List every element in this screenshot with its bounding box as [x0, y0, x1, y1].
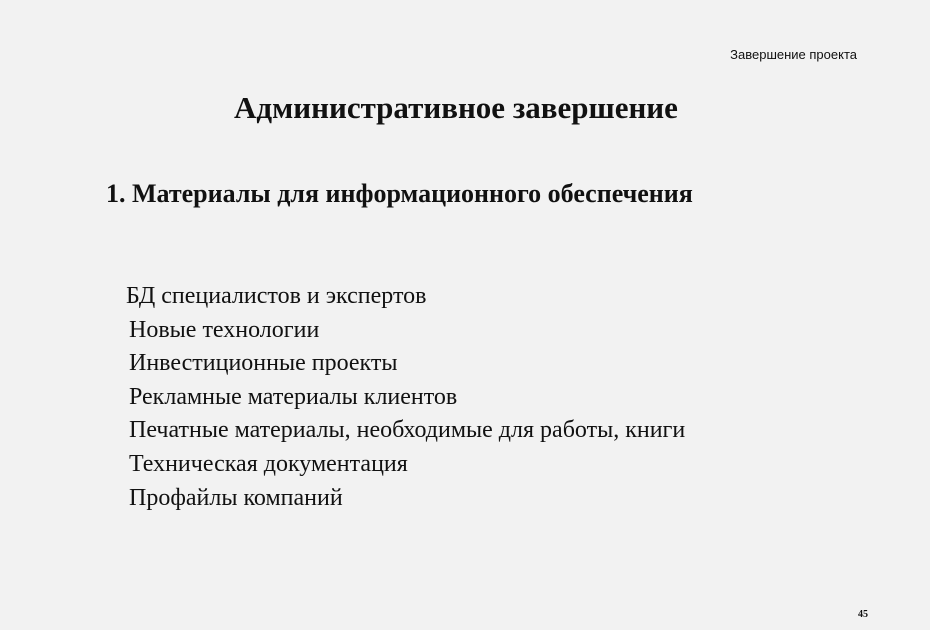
page-number: 45: [858, 609, 868, 620]
list-item: Печатные материалы, необходимые для работы, книги: [129, 417, 686, 444]
list-item: Профайлы компаний: [129, 484, 343, 511]
list-item: Рекламные материалы клиентов: [129, 383, 458, 410]
slide-title: Административное завершение: [234, 90, 678, 125]
list-item: Новые технологии: [129, 316, 320, 343]
list-item: Техническая документация: [129, 450, 408, 477]
materials-list: [126, 280, 686, 515]
list-item: БД специалистов и экспертов: [126, 283, 427, 309]
list-item: Инвестиционные проекты: [129, 350, 398, 377]
section-subtitle: 1. Материалы для информационного обеспечения: [106, 179, 693, 208]
section-header-label: Завершение проекта: [730, 47, 857, 62]
